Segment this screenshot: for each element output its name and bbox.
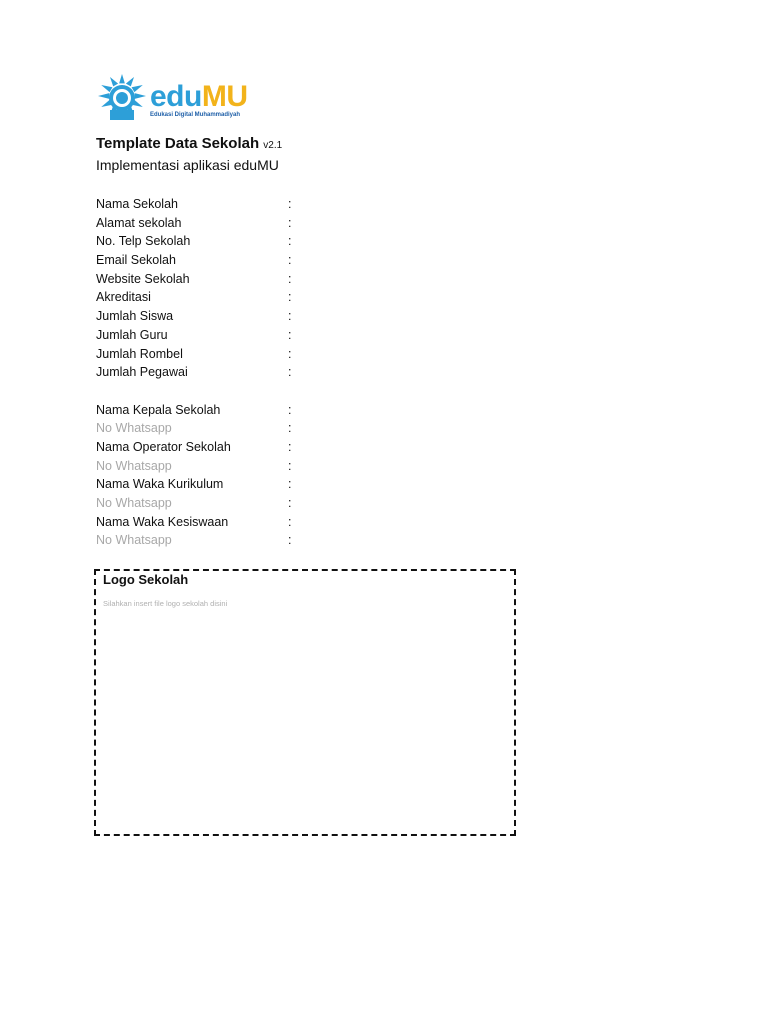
- form-field-row: [96, 363, 356, 382]
- page-subtitle: Implementasi aplikasi eduMU: [96, 157, 279, 173]
- form-field-row: [96, 438, 356, 457]
- form-field-row: [96, 457, 356, 476]
- field-label: Nama Kepala Sekolah: [96, 402, 221, 417]
- form-field-row: [96, 326, 356, 345]
- field-label: No Whatsapp: [96, 458, 172, 473]
- field-label: Nama Operator Sekolah: [96, 439, 231, 454]
- form-field-row: [96, 195, 356, 214]
- form-field-row: [96, 494, 356, 513]
- field-label: Jumlah Pegawai: [96, 365, 188, 380]
- field-label: No. Telp Sekolah: [96, 234, 191, 249]
- field-colon: :: [288, 458, 292, 473]
- form-field-row: [96, 307, 356, 326]
- field-label: Nama Sekolah: [96, 197, 178, 211]
- form-field-row: [96, 270, 356, 289]
- form-field-row: [96, 232, 356, 251]
- logo-box-title: Logo Sekolah: [103, 572, 189, 587]
- field-label: Jumlah Rombel: [96, 346, 183, 361]
- field-colon: :: [288, 271, 292, 286]
- field-colon: :: [288, 290, 292, 305]
- brand-name: eduMU: [150, 80, 248, 113]
- field-colon: :: [288, 253, 292, 268]
- form-field-row: [96, 401, 356, 420]
- form-fields-list: [96, 195, 356, 550]
- section-spacer: [96, 382, 356, 401]
- field-label: No Whatsapp: [96, 496, 172, 510]
- field-label: Email Sekolah: [96, 253, 176, 268]
- field-label: Jumlah Siswa: [96, 309, 174, 324]
- version-label: v2.1: [263, 140, 283, 151]
- form-field-row: [96, 345, 356, 364]
- form-field-row: [96, 214, 356, 233]
- field-colon: :: [288, 533, 292, 548]
- field-label: Akreditasi: [96, 290, 151, 305]
- form-field-row: [96, 475, 356, 494]
- field-label: Website Sekolah: [96, 271, 190, 286]
- field-colon: :: [288, 421, 292, 436]
- form-field-row: [96, 288, 356, 307]
- field-colon: :: [288, 346, 292, 361]
- logo-upload-area[interactable]: [94, 569, 516, 836]
- field-label: Nama Waka Kesiswaan: [96, 514, 229, 529]
- field-colon: :: [288, 215, 292, 230]
- logo-box-hint: Silahkan insert file logo sekolah disini: [103, 599, 228, 608]
- form-field-row: [96, 531, 356, 550]
- field-label: No Whatsapp: [96, 421, 172, 436]
- field-colon: :: [288, 234, 292, 249]
- field-colon: :: [288, 477, 292, 492]
- field-label: Alamat sekolah: [96, 215, 182, 230]
- field-label: Nama Waka Kurikulum: [96, 477, 224, 492]
- form-field-row: [96, 251, 356, 270]
- sun-emblem-icon: [96, 72, 148, 124]
- field-colon: :: [288, 496, 292, 510]
- form-field-row: [96, 513, 356, 532]
- form-field-row: [96, 419, 356, 438]
- field-colon: :: [288, 402, 292, 417]
- field-colon: :: [288, 309, 292, 324]
- field-colon: :: [288, 365, 292, 380]
- field-colon: :: [288, 197, 292, 211]
- field-colon: :: [288, 514, 292, 529]
- page-title: Template Data Sekolah v2.1: [96, 135, 283, 152]
- field-colon: :: [288, 439, 292, 454]
- brand-tagline: Edukasi Digital Muhammadiyah: [150, 112, 241, 118]
- edumu-logo: [96, 72, 296, 128]
- field-label: Jumlah Guru: [96, 327, 168, 342]
- field-label: No Whatsapp: [96, 533, 172, 548]
- field-colon: :: [288, 327, 292, 342]
